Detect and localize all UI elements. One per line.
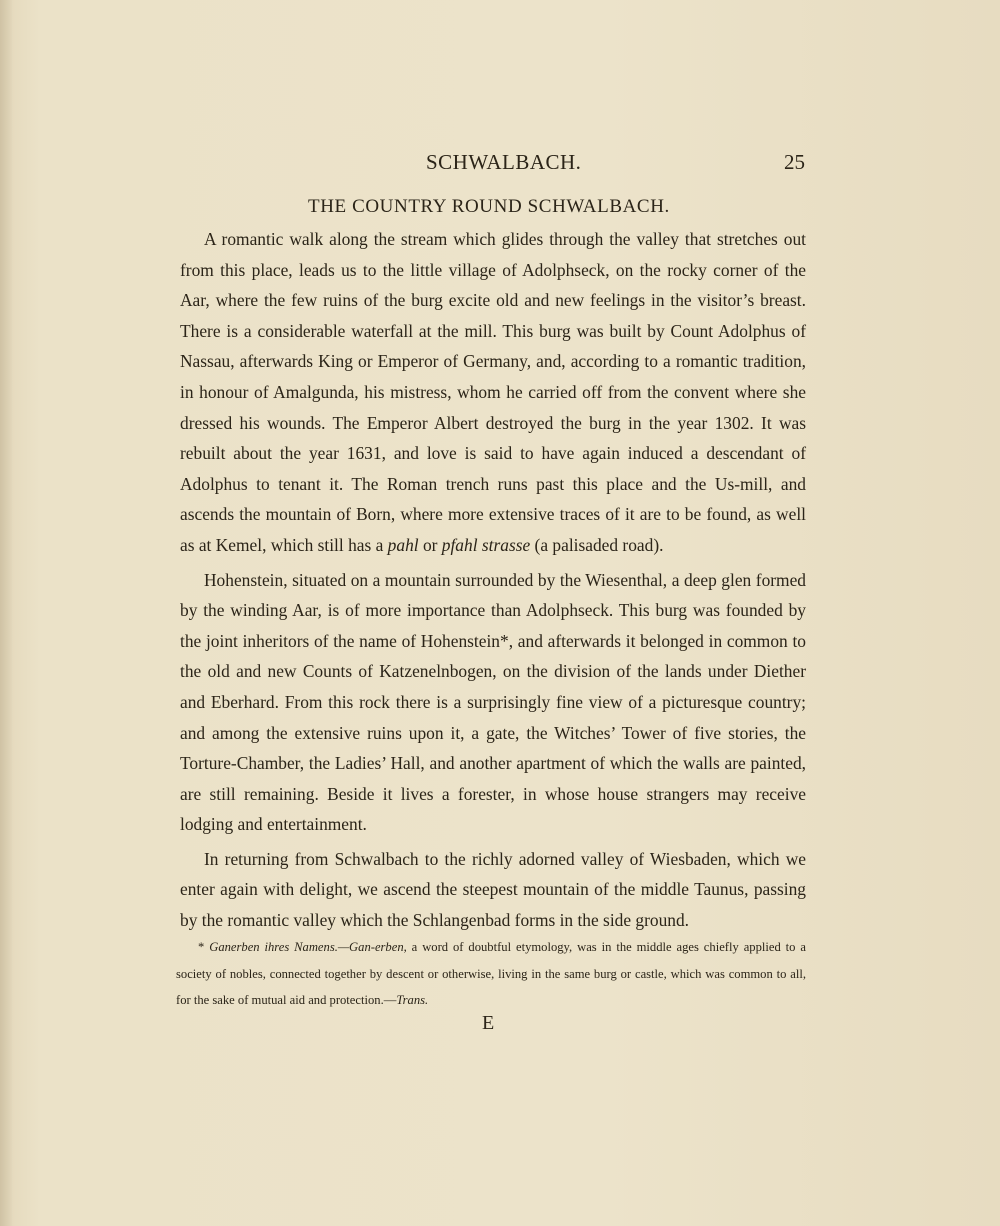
italic-text: Ganerben ihres Namens.—Gan-erben,	[209, 940, 407, 954]
paragraph	[180, 224, 806, 561]
footnote	[176, 934, 806, 1014]
text-segment: In returning from Schwalbach to the richly adorned valley of Wiesbaden, which we enter again with delight, we ascend the steepest mountain of the middle Taunus, passing by the romantic valley which the Schlangenbad forms in the side ground.	[180, 848, 806, 931]
footnotes	[176, 934, 806, 1014]
italic-text: Trans.	[396, 993, 429, 1007]
page-gutter	[0, 0, 12, 1226]
signature-mark: E	[482, 1012, 495, 1034]
text-segment: *	[198, 940, 210, 954]
section-title: THE COUNTRY ROUND SCHWALBACH.	[308, 196, 670, 217]
italic-text: pfahl strasse	[441, 534, 531, 555]
text-segment: or	[418, 534, 442, 555]
text-segment: Hohenstein, situated on a mountain surrounded by the Wiesenthal, a deep glen formed by the winding Aar, is of more importance than Adolphseck. This burg was founded by the joint inheritors of the name of Hohenstein*, and afterwards it belonged in common to the old and new Counts of Katzenelnbogen, on the division of the lands under Diether and Eberhard. From this rock there is a surprisingly fine view of a picturesque country; and among the extensive ruins upon it, a gate, the Witches’ Tower of five stories, the Torture-Chamber, the Ladies’ Hall, and another apartment of which the walls are painted, are still remaining. Beside it lives a forester, in whose house strangers may receive lodging and entertainment.	[180, 569, 806, 835]
running-head: SCHWALBACH.	[426, 150, 582, 174]
paragraph	[180, 844, 806, 936]
text-segment: (a palisaded road).	[530, 534, 664, 555]
page-number: 25	[784, 150, 805, 174]
text-segment: a word of doubtful etymology, was in the middle ages chiefly applied to a society of nobles, connected together by descent or otherwise, living in the same burg or castle, which was common to all, for the sake of mutual aid and protection.—	[176, 940, 806, 1007]
text-segment: A romantic walk along the stream which glides through the valley that stretches out from this place, leads us to the little village of Adolphseck, on the rocky corner of the Aar, where the few ruins of the burg excite old and new feelings in the visitor’s breast. There is a considerable waterfall at the mill. This burg was built by Count Adolphus of Nassau, afterwards King or Emperor of Germany, and, according to a romantic tradition, in honour of Amalgunda, his mistress, whom he carried off from the convent where she dressed his wounds. The Emperor Albert destroyed the burg in the year 1302. It was rebuilt about the year 1631, and love is said to have again induced a descendant of Adolphus to tenant it. The Roman trench runs past this place and the Us-mill, and ascends the mountain of Born, where more extensive traces of it are to be found, as well as at Kemel, which still has a	[180, 229, 806, 555]
body-text	[180, 224, 806, 936]
paragraph	[180, 565, 806, 840]
italic-text: pahl	[387, 534, 419, 555]
